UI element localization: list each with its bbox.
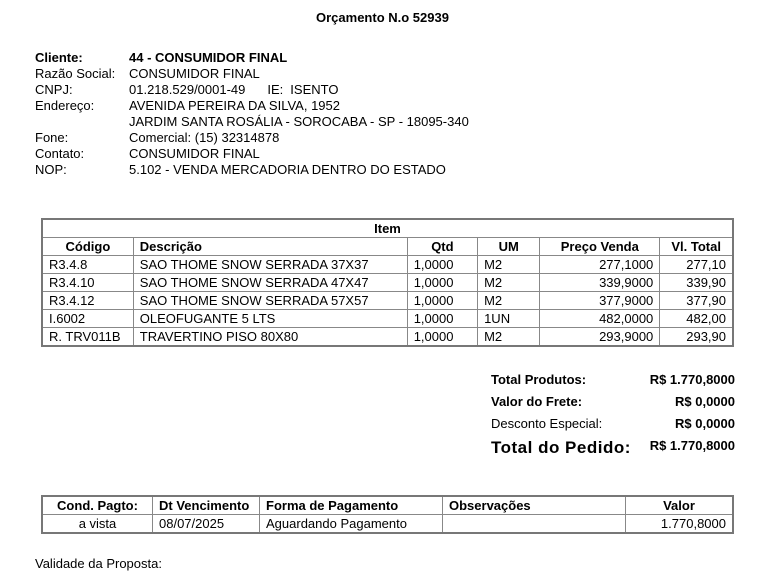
cell-preco: 482,0000 <box>540 310 660 328</box>
endereco-row-2 <box>35 114 469 130</box>
cell-total: 377,90 <box>660 292 733 310</box>
client-info <box>35 50 469 178</box>
desconto-label: Desconto Especial: <box>491 416 603 431</box>
cell-um: 1UN <box>478 310 540 328</box>
payment-table <box>41 495 734 534</box>
cnpj-row <box>35 82 469 98</box>
cell-codigo: R. TRV011B <box>42 328 133 347</box>
items-table <box>41 218 734 347</box>
cell-total: 339,90 <box>660 274 733 292</box>
contato-row <box>35 146 469 162</box>
validade-label: Validade da Proposta: <box>35 556 162 571</box>
total-pedido-value: R$ 1.770,8000 <box>649 438 735 453</box>
table-row <box>42 328 733 347</box>
cell-forma-pagamento: Aguardando Pagamento <box>260 515 443 534</box>
nop-value: 5.102 - VENDA MERCADORIA DENTRO DO ESTADO <box>129 162 446 177</box>
cell-codigo: R3.4.12 <box>42 292 133 310</box>
total-produtos-value: R$ 1.770,8000 <box>649 372 735 387</box>
cnpj-label: CNPJ: <box>35 82 73 97</box>
desconto-row <box>491 416 735 438</box>
cell-total: 293,90 <box>660 328 733 347</box>
cell-um: M2 <box>478 328 540 347</box>
endereco-line2: JARDIM SANTA ROSÁLIA - SOROCABA - SP - 18095-340 <box>129 114 469 129</box>
cell-codigo: R3.4.10 <box>42 274 133 292</box>
totals-block <box>491 372 735 460</box>
ie-value: ISENTO <box>290 82 339 97</box>
fone-label: Fone: <box>35 130 69 145</box>
col-codigo: Código <box>42 238 133 256</box>
cell-qtd: 1,0000 <box>407 274 477 292</box>
table-row <box>42 310 733 328</box>
col-dt-vencimento: Dt Vencimento <box>153 496 260 515</box>
col-descricao: Descrição <box>133 238 407 256</box>
valor-frete-value: R$ 0,0000 <box>675 394 735 409</box>
total-pedido-row <box>491 438 735 460</box>
items-section-title: Item <box>42 219 733 238</box>
cell-qtd: 1,0000 <box>407 310 477 328</box>
cell-preco: 277,1000 <box>540 256 660 274</box>
endereco-label: Endereço: <box>35 98 95 113</box>
cell-preco: 377,9000 <box>540 292 660 310</box>
table-row <box>42 515 733 534</box>
col-total: Vl. Total <box>660 238 733 256</box>
ie-field <box>267 82 338 98</box>
payment-header-row <box>42 496 733 515</box>
table-row <box>42 274 733 292</box>
cell-codigo: R3.4.8 <box>42 256 133 274</box>
razao-value: CONSUMIDOR FINAL <box>129 66 260 81</box>
items-header-row <box>42 238 733 256</box>
col-cond-pagto: Cond. Pagto: <box>42 496 153 515</box>
cliente-value: 44 - CONSUMIDOR FINAL <box>129 50 288 65</box>
col-observacoes: Observações <box>443 496 626 515</box>
cell-descricao: OLEOFUGANTE 5 LTS <box>133 310 407 328</box>
contato-value: CONSUMIDOR FINAL <box>129 146 260 161</box>
cnpj-value: 01.218.529/0001-49 <box>129 82 246 97</box>
contato-label: Contato: <box>35 146 85 161</box>
ie-label: IE: <box>267 82 284 97</box>
col-um: UM <box>478 238 540 256</box>
cell-um: M2 <box>478 256 540 274</box>
cell-valor: 1.770,8000 <box>626 515 734 534</box>
total-produtos-row <box>491 372 735 394</box>
cell-qtd: 1,0000 <box>407 292 477 310</box>
total-pedido-label: Total do Pedido: <box>491 438 631 457</box>
cell-total: 482,00 <box>660 310 733 328</box>
cell-preco: 293,9000 <box>540 328 660 347</box>
table-row <box>42 292 733 310</box>
col-valor: Valor <box>626 496 734 515</box>
cell-qtd: 1,0000 <box>407 328 477 347</box>
col-qtd: Qtd <box>407 238 477 256</box>
fone-value: Comercial: (15) 32314878 <box>129 130 280 145</box>
cell-descricao: SAO THOME SNOW SERRADA 37X37 <box>133 256 407 274</box>
cell-um: M2 <box>478 292 540 310</box>
total-produtos-label: Total Produtos: <box>491 372 587 387</box>
document-title: Orçamento N.o 52939 <box>316 10 449 25</box>
col-preco: Preço Venda <box>540 238 660 256</box>
cell-total: 277,10 <box>660 256 733 274</box>
cell-cond-pagto: a vista <box>42 515 153 534</box>
cell-preco: 339,9000 <box>540 274 660 292</box>
razao-row <box>35 66 469 82</box>
cell-descricao: SAO THOME SNOW SERRADA 47X47 <box>133 274 407 292</box>
table-row <box>42 256 733 274</box>
cell-um: M2 <box>478 274 540 292</box>
cell-dt-vencimento: 08/07/2025 <box>153 515 260 534</box>
cliente-row <box>35 50 469 66</box>
valor-frete-row <box>491 394 735 416</box>
fone-row <box>35 130 469 146</box>
endereco-line1: AVENIDA PEREIRA DA SILVA, 1952 <box>129 98 340 113</box>
cell-descricao: SAO THOME SNOW SERRADA 57X57 <box>133 292 407 310</box>
valor-frete-label: Valor do Frete: <box>491 394 583 409</box>
col-forma-pagamento: Forma de Pagamento <box>260 496 443 515</box>
cell-qtd: 1,0000 <box>407 256 477 274</box>
cell-codigo: I.6002 <box>42 310 133 328</box>
razao-label: Razão Social: <box>35 66 116 81</box>
nop-label: NOP: <box>35 162 67 177</box>
cell-descricao: TRAVERTINO PISO 80X80 <box>133 328 407 347</box>
endereco-row <box>35 98 469 114</box>
cliente-label: Cliente: <box>35 50 83 65</box>
desconto-value: R$ 0,0000 <box>675 416 735 431</box>
nop-row <box>35 162 469 178</box>
cell-observacoes <box>443 515 626 534</box>
